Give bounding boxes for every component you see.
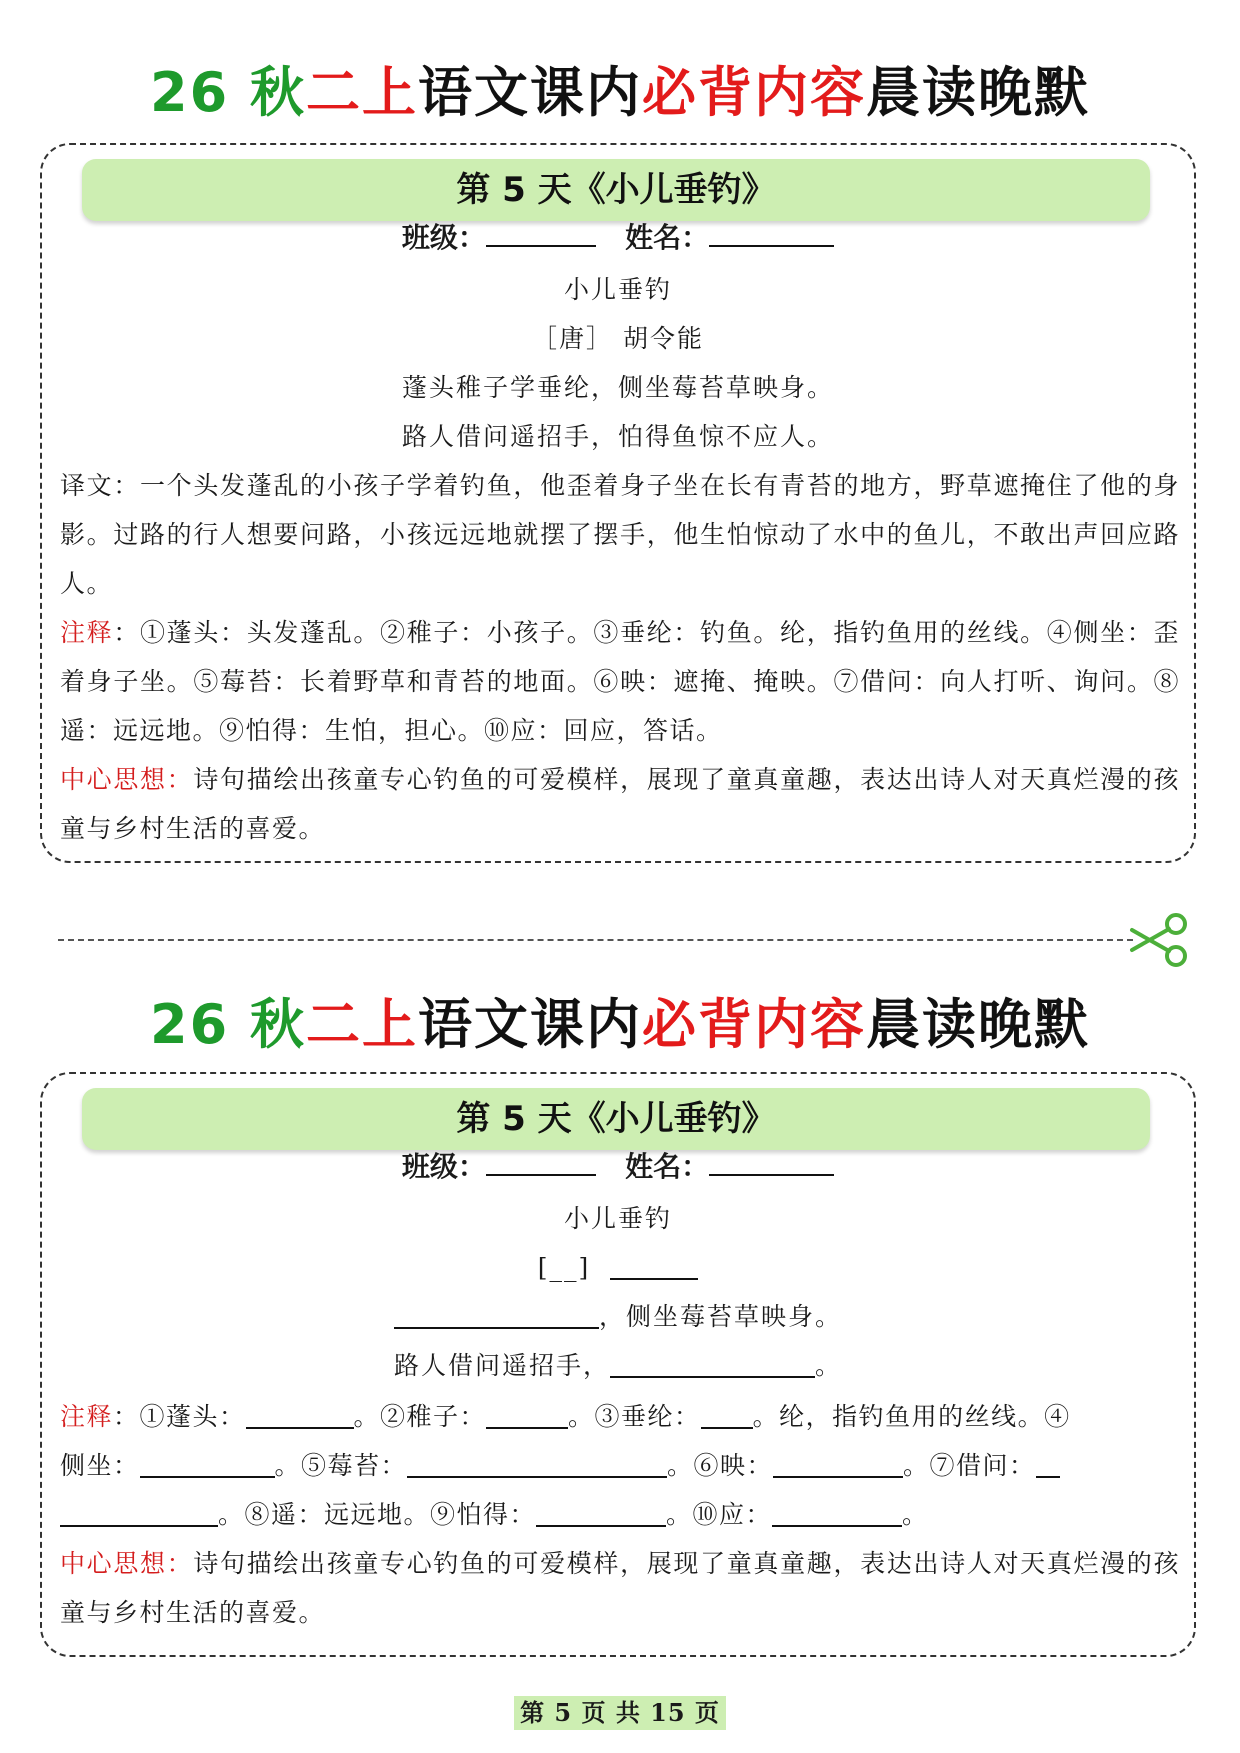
notes-blank-paragraph	[60, 1392, 1180, 1539]
note5-blank[interactable]	[407, 1448, 667, 1478]
title-part-content: 必背内容	[641, 61, 866, 124]
note4-blank[interactable]	[140, 1448, 275, 1478]
line2-given: 路人借问遥招手，	[393, 1351, 610, 1380]
line1-given: ，侧坐莓苔草映身。	[598, 1302, 842, 1331]
theme-text: 诗句描绘出孩童专心钓鱼的可爱模样，展现了童真童趣，表达出诗人对天真烂漫的孩童与乡村生活的喜爱。	[60, 1549, 1180, 1627]
note1-blank[interactable]	[246, 1399, 354, 1429]
page-footer	[0, 1696, 1240, 1730]
theme-label: 中心思想：	[60, 765, 194, 794]
line2-end: 。	[815, 1351, 843, 1380]
title-part-subject: 语文课内	[417, 61, 642, 124]
title-part-routine: 晨读晚默	[865, 61, 1090, 124]
theme-label: 中心思想：	[60, 1549, 194, 1578]
note6-label: 。⑥映：	[667, 1451, 774, 1480]
poem-title-2: 小儿垂钓	[563, 1204, 672, 1233]
name-label: 姓名：	[625, 221, 710, 254]
poem-line-2-blank	[42, 1346, 1194, 1386]
author-blank-row	[42, 1248, 1194, 1288]
dynasty-blank[interactable]: [__]	[537, 1253, 591, 1282]
poem-line-1-blank	[42, 1297, 1194, 1337]
poem-line-2: 路人借问遥招手，怕得鱼惊不应人。	[401, 422, 834, 451]
name-blank[interactable]	[709, 1144, 834, 1176]
line1-blank[interactable]	[394, 1299, 599, 1329]
cut-line	[58, 939, 1133, 941]
notes-paragraph	[60, 608, 1180, 755]
notes-label: 注释	[60, 618, 114, 647]
line2-blank[interactable]	[610, 1348, 815, 1378]
note1-label: ：①蓬头：	[113, 1402, 246, 1431]
theme-text: 诗句描绘出孩童专心钓鱼的可爱模样，展现了童真童趣，表达出诗人对天真烂漫的孩童与乡村生活的喜爱。	[60, 765, 1180, 843]
page-number: 第 5 页 共 15 页	[514, 1696, 726, 1730]
poem-line-1: 蓬头稚子学垂纶，侧坐莓苔草映身。	[401, 373, 834, 402]
notes-end: 。	[902, 1500, 929, 1529]
note3-given: 。纶，指钓鱼用的丝线。④	[752, 1402, 1071, 1431]
name-blank[interactable]	[709, 215, 834, 247]
notes-text: ：①蓬头：头发蓬乱。②稚子：小孩子。③垂纶：钓鱼。纶，指钓鱼用的丝线。④侧坐：歪着身子坐。⑤莓苔：长着野草和青苔的地面。⑥映：遮掩、掩映。⑦借问：向人打听、询问。⑧遥：远远地。⑨怕得：生怕，担心。⑩应：回应，答话。	[60, 618, 1180, 745]
note3-blank[interactable]	[701, 1399, 753, 1429]
note10-blank[interactable]	[772, 1497, 902, 1527]
dictation-panel	[40, 1072, 1196, 1657]
poem-author: ［唐］ 胡令能	[532, 324, 704, 353]
note7-blank[interactable]	[1036, 1448, 1060, 1478]
title-part-content: 必背内容	[641, 993, 866, 1056]
theme-paragraph	[60, 755, 1180, 853]
note4-label: 侧坐：	[60, 1451, 140, 1480]
class-blank[interactable]	[486, 1144, 596, 1176]
notes-label: 注释	[60, 1402, 114, 1431]
class-label: 班级：	[401, 221, 486, 254]
name-label: 姓名：	[625, 1150, 710, 1183]
note3-label: 。③垂纶：	[568, 1402, 701, 1431]
title-part-subject: 语文课内	[417, 993, 642, 1056]
student-info-row-2	[42, 1144, 1194, 1187]
class-blank[interactable]	[486, 215, 596, 247]
day-banner-2: 第 5 天《小儿垂钓》	[82, 1088, 1150, 1150]
note10-label: 。⑩应：	[666, 1500, 773, 1529]
day-banner: 第 5 天《小儿垂钓》	[82, 159, 1150, 221]
title-part-year: 26 秋	[150, 993, 306, 1056]
note2-blank[interactable]	[486, 1399, 568, 1429]
note6-blank[interactable]	[773, 1448, 903, 1478]
student-info-row	[42, 215, 1194, 258]
author-blank[interactable]	[610, 1250, 698, 1280]
title-part-grade: 二上	[305, 993, 418, 1056]
title-part-grade: 二上	[305, 61, 418, 124]
title-part-year: 26 秋	[150, 61, 306, 124]
note9-blank[interactable]	[536, 1497, 666, 1527]
scissors-icon	[1128, 912, 1190, 968]
note5-label: 。⑤莓苔：	[274, 1451, 408, 1480]
note7-label: 。⑦借问：	[903, 1451, 1036, 1480]
theme-paragraph-2	[60, 1539, 1180, 1637]
worksheet-title-2	[0, 990, 1240, 1060]
reading-panel	[40, 143, 1196, 863]
class-label: 班级：	[401, 1150, 486, 1183]
title-part-routine: 晨读晚默	[865, 993, 1090, 1056]
note8-9-label: 。⑧遥：远远地。⑨怕得：	[218, 1500, 537, 1529]
worksheet-title	[0, 58, 1240, 128]
poem-title: 小儿垂钓	[563, 275, 672, 304]
note7-blank-cont[interactable]	[60, 1497, 218, 1527]
note2-label: 。②稚子：	[353, 1402, 487, 1431]
translation-paragraph: 译文：一个头发蓬乱的小孩子学着钓鱼，他歪着身子坐在长有青苔的地方，野草遮掩住了他的身影。过路的行人想要问路，小孩远远地就摆了摆手，他生怕惊动了水中的鱼儿，不敢出声回应路人。	[60, 471, 1180, 598]
